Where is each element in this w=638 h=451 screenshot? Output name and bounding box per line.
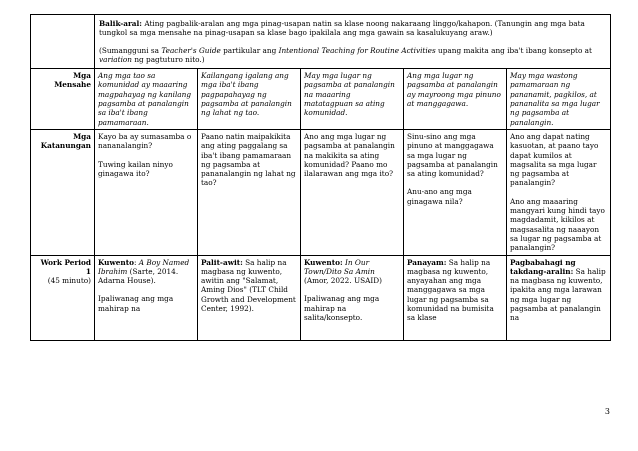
work-story2-paragraph bbox=[304, 258, 400, 286]
work-period-duration: (45 minuto) bbox=[47, 276, 91, 286]
work-homework-paragraph bbox=[510, 258, 607, 323]
question-text: Ano ang dapat nating kasuotan, at paano tayo dapat kumilos at magsalita sa mga lugar ng pagsamba at panalangin? bbox=[510, 131, 599, 188]
work-cell-story bbox=[95, 255, 198, 340]
review-note-text: (Sumangguni sa bbox=[99, 45, 162, 55]
work-story2-label: Kuwento: bbox=[304, 257, 343, 267]
questions-label-line1: Mga bbox=[73, 131, 91, 141]
question-cell bbox=[507, 129, 611, 255]
question-text: Paano natin maipakikita ang ating paggalang sa iba't ibang pamamaraan ng pagsamba at pananalangin ng lahat ng tao? bbox=[201, 131, 296, 188]
work-story-colon: : bbox=[133, 257, 139, 267]
review-note-guide: Teacher's Guide bbox=[161, 45, 221, 55]
question-cell bbox=[198, 129, 301, 255]
review-note-variation: variation bbox=[99, 54, 133, 64]
question-text: Anu-ano ang mga ginagawa nila? bbox=[407, 187, 472, 206]
work-story-note: Ipaliwanag ang mga mahirap na bbox=[98, 294, 174, 313]
messages-label bbox=[31, 69, 95, 130]
work-interview-text: Sa halip na magbasa ng kuwento, anyayahan ang mga manggagawa sa mga lugar ng pagsamba sa komunidad na bumisita sa klase bbox=[407, 257, 494, 323]
question-text: Kayo ba ay sumasamba o nananalangin? bbox=[98, 131, 192, 151]
work-story2-note: Ipaliwanag ang mga mahirap na salita/konsepto. bbox=[304, 294, 380, 323]
work-story-label: Kuwento bbox=[98, 257, 134, 267]
message-cell: Ang mga lugar ng pagsamba at panalangin ay mayroong mga pinuno at manggagawa. bbox=[404, 69, 507, 130]
question-cell bbox=[95, 129, 198, 255]
messages-label-line2: Mensahe bbox=[54, 80, 91, 90]
message-cell: May mga wastong pamamaraan ng pananamit, pagkilos, at pananalita sa mga lugar ng pagsamba at panalangin. bbox=[507, 69, 611, 130]
review-note-text: ng pagtuturo nito.) bbox=[132, 54, 205, 64]
review-row bbox=[31, 15, 611, 69]
page-number: 3 bbox=[604, 407, 610, 416]
review-note bbox=[99, 46, 606, 65]
questions-label bbox=[31, 129, 95, 255]
review-text: Ating pagbalik-aralan ang mga pinag-usapan natin sa klase noong nakaraang linggo/kahapon. (Tanungin ang mga bata tungkol sa mga mensahe na pinag-usapan sa klase bago ipakilala ang mga gawain sa kasalukuyang araw.) bbox=[99, 19, 585, 38]
work-cell-homework bbox=[507, 255, 611, 340]
review-note-intentional: Intentional Teaching for Routine Activities bbox=[278, 45, 436, 55]
work-cell-story2 bbox=[301, 255, 404, 340]
lesson-plan-table bbox=[30, 14, 611, 341]
work-period-row bbox=[31, 255, 611, 340]
question-cell bbox=[301, 129, 404, 255]
work-story2-title: In Our Town/Dito Sa Amin bbox=[304, 257, 375, 276]
review-note-text: partikular ang bbox=[220, 45, 279, 55]
work-story2-source: (Amor, 2022. USAID) bbox=[304, 276, 382, 286]
messages-label-line1: Mga bbox=[73, 71, 91, 81]
questions-row bbox=[31, 129, 611, 255]
work-period-label-line1: Work Period 1 bbox=[40, 257, 91, 276]
work-interview-paragraph bbox=[407, 258, 503, 323]
work-song-text: Sa halip na magbasa ng kuwento, awitin ang "Salamat, Aming Dios" (TLT Child Growth and Development Center, 1992). bbox=[201, 257, 296, 314]
message-cell: Kailangang igalang ang mga iba't ibang pagpapahayag ng pagsamba at panalangin ng lahat ng tao. bbox=[198, 69, 301, 130]
message-cell: May mga lugar ng pagsamba at panalangin na maaaring matatagpuan sa ating komunidad. bbox=[301, 69, 404, 130]
work-story-title: A Boy Named Ibrahim bbox=[98, 257, 190, 276]
review-paragraph bbox=[99, 19, 606, 38]
questions-label-line2: Katanungan bbox=[40, 141, 91, 151]
work-period-label bbox=[31, 255, 95, 340]
work-story-source: (Sarte, 2014. Adarna House). bbox=[98, 266, 179, 286]
question-text: Ano ang mga lugar ng pagsamba at panalangin na makikita sa ating komunidad? Paano mo ilalarawan ang mga ito? bbox=[304, 131, 395, 179]
review-note-text: upang makita ang iba't ibang konsepto at bbox=[435, 45, 592, 55]
messages-row bbox=[31, 69, 611, 130]
work-homework-text: Sa halip na magbasa ng kuwento, ipakita ang mga larawan ng mga lugar ng pagsamba at panalangin na bbox=[510, 266, 606, 323]
work-interview-label: Panayam: bbox=[407, 257, 447, 267]
work-cell-interview bbox=[404, 255, 507, 340]
work-homework-label: Pagbabahagi ng takdang-aralin: bbox=[510, 257, 576, 276]
work-story-paragraph bbox=[98, 258, 194, 286]
review-label-cell bbox=[31, 15, 95, 69]
question-text: Sinu-sino ang mga pinuno at manggagawa sa mga lugar ng pagsamba at panalangin sa ating komunidad? bbox=[407, 131, 498, 179]
work-song-paragraph bbox=[201, 258, 297, 314]
question-cell bbox=[404, 129, 507, 255]
work-song-label: Palit-awit: bbox=[201, 257, 243, 267]
question-text: Ano ang maaaring mangyari kung hindi tayo magdadamit, kikilos at magsasalita ng naaayon sa lugar ng pagsamba at panalangin? bbox=[510, 196, 605, 253]
question-text: Tuwing kailan ninyo ginagawa ito? bbox=[98, 159, 173, 178]
work-cell-song bbox=[198, 255, 301, 340]
message-cell: Ang mga tao sa komunidad ay maaaring magpahayag ng kanilang pagsamba at panalangin sa iba't ibang pamamaraan. bbox=[95, 69, 198, 130]
review-heading: Balik-aral: bbox=[99, 19, 142, 28]
review-cell bbox=[95, 15, 611, 69]
